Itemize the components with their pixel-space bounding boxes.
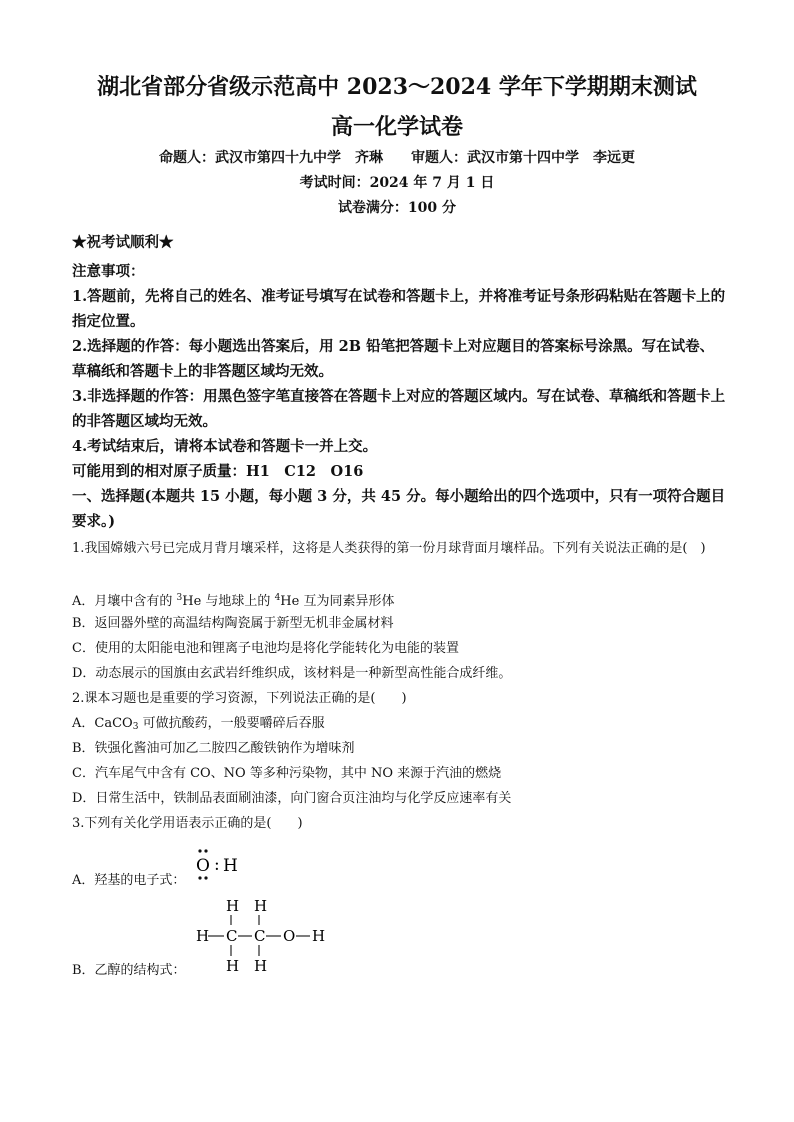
question-2-option-a: A．CaCO$_3$ 可做抗酸药，一般要嚼碎后吞服	[72, 716, 325, 732]
note-item-2: 2.选择题的作答：每小题选出答案后，用 2B 铅笔把答题卡上对应题目的答案标号涂黑。写在试卷、草稿纸和答题卡上的非答题区域均无效。	[72, 338, 715, 380]
question-2-stem: 2.课本习题也是重要的学习资源，下列说法正确的是( )	[72, 691, 407, 706]
question-2-option-d: D．日常生活中，铁制品表面刷油漆，向门窗合页注油均与化学反应速率有关	[72, 791, 512, 806]
hydroxyl-hydrogen: H	[223, 856, 238, 876]
question-3-option-a-label: A．羟基的电子式：	[72, 873, 186, 888]
authors-line: 命题人：武汉市第四十九中学 齐琳 审题人：武汉市第十四中学 李远更	[159, 150, 635, 166]
ethanol-h-right: H	[312, 927, 326, 945]
question-1-stem: 1.我国嫦娥六号已完成月背月壤采样，这将是人类获得的第一份月球背面月壤样品。下列有关说法正确的是( )	[72, 541, 706, 556]
ethanol-h-bottom-1: H	[226, 957, 240, 975]
hydroxyl-oxygen: O	[196, 856, 210, 876]
ethanol-h-top-2: H	[254, 897, 268, 915]
full-score: 试卷满分：100 分	[337, 200, 457, 216]
question-3-stem: 3.下列有关化学用语表示正确的是( )	[72, 816, 303, 831]
ethanol-c-1: C	[226, 927, 238, 945]
ethanol-h-left: H	[196, 927, 210, 945]
section-1-heading: 一、选择题(本题共 15 小题，每小题 3 分，共 45 分。每小题给出的四个选项中，只有一项符合题目要求。)	[72, 488, 726, 530]
ethanol-structural-formula	[194, 894, 334, 978]
question-3-option-b-label: B．乙醇的结构式：	[72, 963, 186, 978]
good-luck-line: ★祝考试顺利★	[72, 234, 174, 251]
note-item-3: 3.非选择题的作答：用黑色签字笔直接答在答题卡上对应的答题区域内。写在试卷、草稿纸和答题卡上的非答题区域均无效。	[72, 388, 726, 430]
ethanol-h-bottom-2: H	[254, 957, 268, 975]
ethanol-c-2: C	[254, 927, 266, 945]
note-item-1: 1.答题前，先将自己的姓名、准考证号填写在试卷和答题卡上，并将准考证号条形码粘贴在答题卡上的指定位置。	[72, 288, 726, 330]
ethanol-oxygen: O	[283, 927, 296, 945]
question-2-option-b: B．铁强化酱油可加乙二胺四乙酸铁钠作为增味剂	[72, 741, 355, 756]
exam-title: 湖北省部分省级示范高中 2023～2024 学年下学期期末测试	[97, 74, 697, 100]
question-1-option-b: B．返回器外壁的高温结构陶瓷属于新型无机非金属材料	[72, 616, 394, 631]
notes-heading: 注意事项：	[72, 263, 145, 280]
question-2-option-c: C．汽车尾气中含有 CO、NO 等多种污染物，其中 NO 来源于汽油的燃烧	[72, 766, 502, 781]
exam-time: 考试时间：2024 年 7 月 1 日	[299, 175, 495, 191]
hydroxyl-electron-formula	[190, 846, 250, 884]
exam-subtitle: 高一化学试卷	[330, 114, 463, 140]
ethanol-h-top-1: H	[226, 897, 240, 915]
note-item-4: 4.考试结束后，请将本试卷和答题卡一并上交。	[72, 438, 378, 455]
question-1-option-d: D．动态展示的国旗由玄武岩纤维织成，该材料是一种新型高性能合成纤维。	[72, 666, 512, 681]
hydroxyl-shared-pair: :	[214, 855, 220, 875]
question-1-option-c: C．使用的太阳能电池和锂离子电池均是将化学能转化为电能的装置	[72, 641, 459, 656]
question-1-option-a: A．月壤中含有的 $^3$He 与地球上的 $^4$He 互为同素异形体	[72, 593, 395, 609]
atomic-mass-line: 可能用到的相对原子质量：H1 C12 O16	[72, 463, 364, 480]
